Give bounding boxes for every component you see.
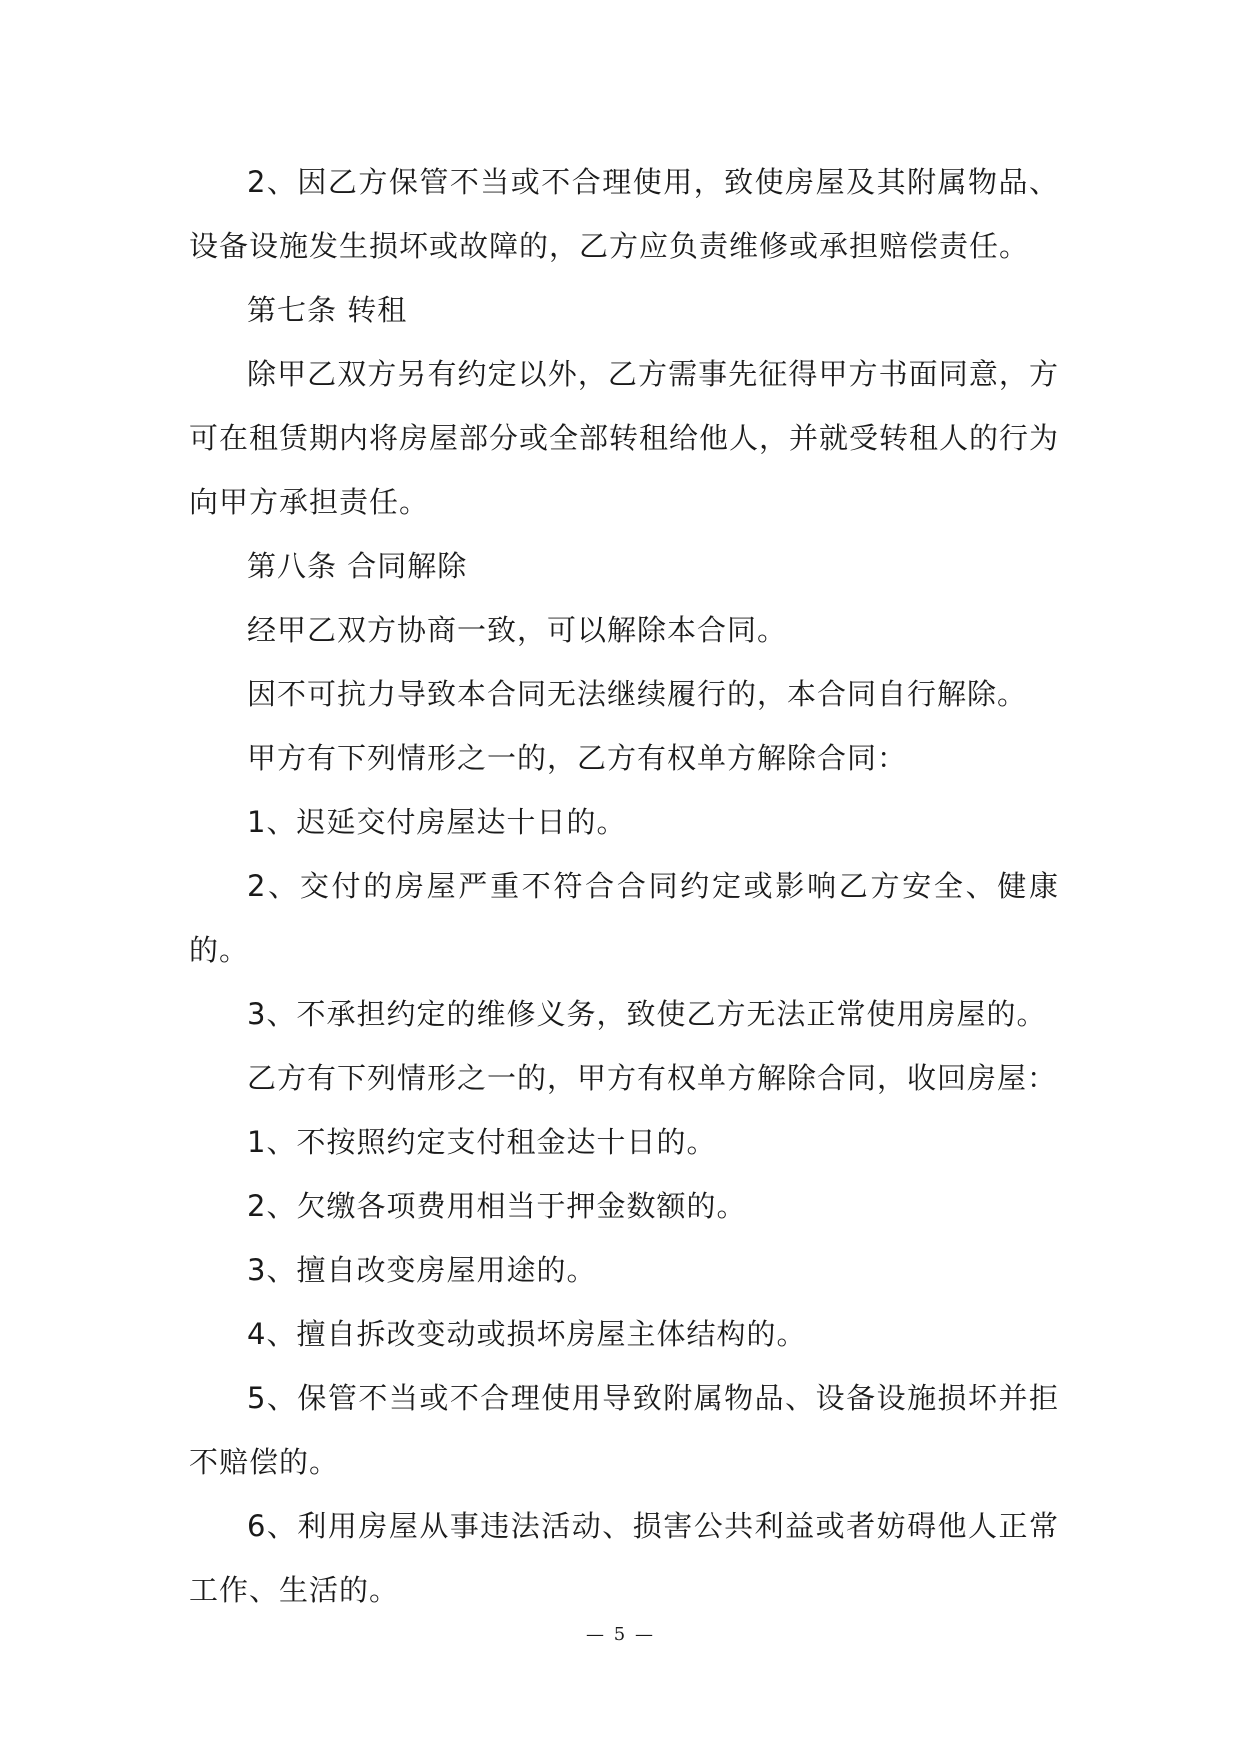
heading-article-7-sublease: 第七条 转租: [247, 293, 408, 327]
list-item-a-2: 2、交付的房屋严重不符合合同约定或影响乙方安全、健康的。: [189, 869, 1059, 967]
paragraph-clause-2-damage: 2、因乙方保管不当或不合理使用，致使房屋及其附属物品、设备设施发生损坏或故障的，乙方应负责维修或承担赔偿责任。: [189, 165, 1059, 263]
list-item-b-3: 3、擅自改变房屋用途的。: [247, 1253, 597, 1287]
paragraph-sublease-terms: 除甲乙双方另有约定以外，乙方需事先征得甲方书面同意，方可在租赁期内将房屋部分或全部转租给他人，并就受转租人的行为向甲方承担责任。: [189, 357, 1060, 519]
paragraph-mutual-termination: 经甲乙双方协商一致，可以解除本合同。: [247, 613, 788, 647]
list-item-b-1: 1、不按照约定支付租金达十日的。: [247, 1125, 717, 1159]
document-body: [189, 150, 1059, 1622]
paragraph-party-b-conditions: 乙方有下列情形之一的，甲方有权单方解除合同，收回房屋：: [247, 1061, 1058, 1095]
paragraph-party-a-conditions: 甲方有下列情形之一的，乙方有权单方解除合同：: [247, 741, 908, 775]
list-item-b-5: 5、保管不当或不合理使用导致附属物品、设备设施损坏并拒不赔偿的。: [189, 1381, 1059, 1479]
list-item-b-4: 4、擅自拆改变动或损坏房屋主体结构的。: [247, 1317, 807, 1351]
heading-article-8-termination: 第八条 合同解除: [247, 549, 468, 583]
list-item-b-2: 2、欠缴各项费用相当于押金数额的。: [247, 1189, 747, 1223]
list-item-a-1: 1、迟延交付房屋达十日的。: [247, 805, 627, 839]
list-item-a-3: 3、不承担约定的维修义务，致使乙方无法正常使用房屋的。: [247, 997, 1047, 1031]
paragraph-force-majeure: 因不可抗力导致本合同无法继续履行的，本合同自行解除。: [247, 677, 1028, 711]
page-number: — 5 —: [586, 1624, 655, 1645]
list-item-b-6: 6、利用房屋从事违法活动、损害公共利益或者妨碍他人正常工作、生活的。: [189, 1509, 1059, 1607]
